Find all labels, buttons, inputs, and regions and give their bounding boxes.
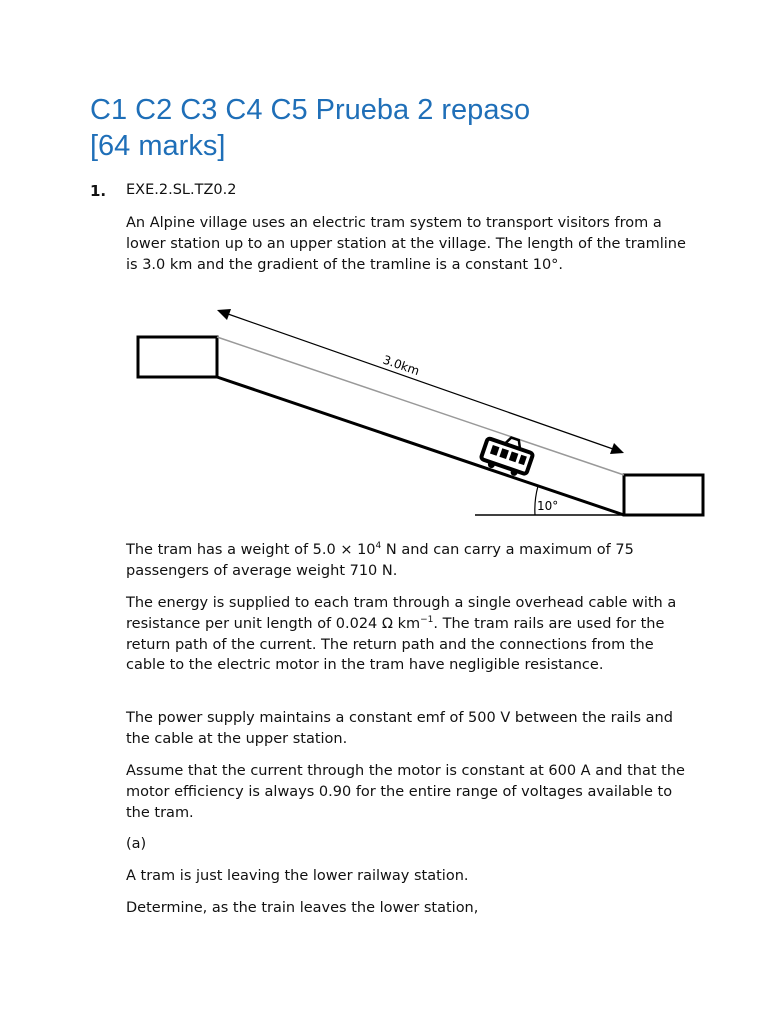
lower-station-box	[624, 475, 703, 515]
question-intro: An Alpine village uses an electric tram system to transport visitors from a lower station up to an upper station at the village. The length of the tramline is 3.0 km and the gradient of the tramline is a constant 10°.	[126, 215, 686, 273]
part-a-label: (a)	[126, 836, 147, 852]
length-arrow-line	[228, 314, 613, 449]
tram-icon	[479, 430, 536, 479]
question-number: 1.	[90, 182, 107, 200]
energy-supply-text: The energy is supplied to each tram through a single overhead cable with a resistance per unit length of 0.024 Ω $km^{-1}$. The tram rails are used for the return path of the current. The return path and the connections from the cable to the electric motor in the tram have negligible resistance.	[126, 595, 677, 674]
page-title	[90, 92, 690, 164]
overhead-cable	[217, 337, 624, 475]
tram-rails	[217, 377, 624, 515]
title-line-2: [64 marks]	[90, 130, 226, 162]
part-a-text: A tram is just leaving the lower railway station.	[126, 868, 469, 884]
question-code: EXE.2.SL.TZ0.2	[126, 182, 237, 198]
title-line-1: C1 C2 C3 C4 C5 Prueba 2 repaso	[90, 94, 531, 126]
length-label: 3.0km	[381, 352, 422, 379]
upper-station-box	[138, 337, 217, 377]
power-supply-text: The power supply maintains a constant emf of 500 V between the rails and the cable at the upper station.	[126, 710, 673, 747]
tramline-diagram	[0, 290, 768, 530]
angle-label: 10°	[537, 499, 559, 513]
assumption-text: Assume that the current through the motor is constant at 600 A and that the motor efficiency is always 0.90 for the entire range of voltages available to the tram.	[126, 763, 685, 821]
arrowhead-right	[610, 443, 624, 454]
determine-text: Determine, as the train leaves the lower station,	[126, 900, 479, 916]
tram-weight-text: The tram has a weight of $5.0 \times 10^4$ N and can carry a maximum of 75 passengers of average weight 710 N.	[126, 541, 634, 579]
arrowhead-left	[217, 309, 231, 320]
